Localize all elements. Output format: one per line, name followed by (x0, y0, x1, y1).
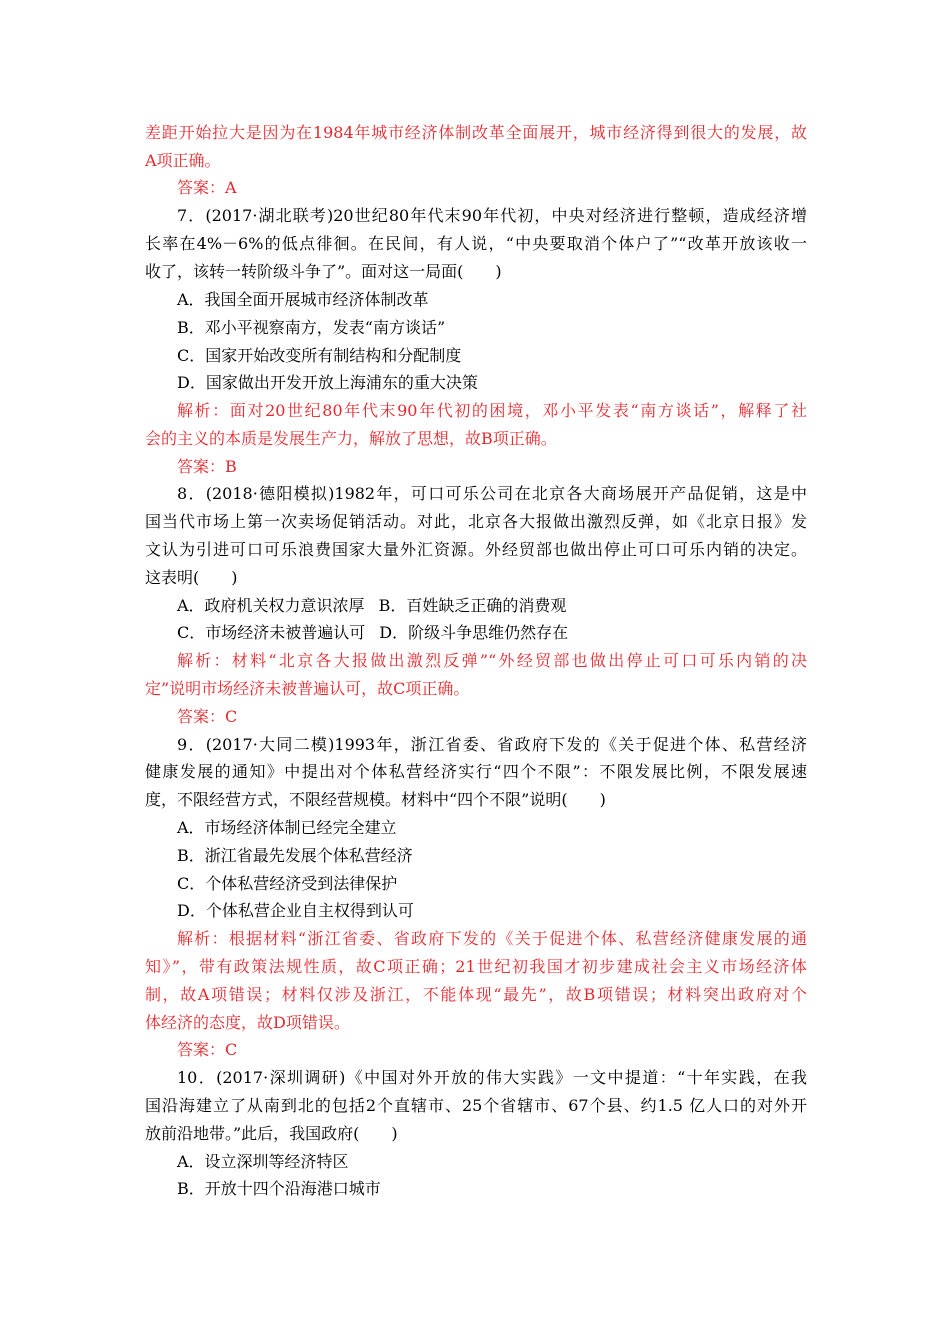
q10-stem-line-3: 放前沿地带。”此后，我国政府( ) (145, 1124, 398, 1143)
q7-analysis-line-1: 解析：面对20世纪80年代末90年代初的困境，邓小平发表“南方谈话”，解释了社 (177, 401, 807, 420)
q9-analysis-line-2: 知》”，带有政策法规性质，故C项正确；21世纪初我国才初步建成社会主义市场经济体 (145, 957, 807, 976)
q8-options-row-2 (177, 623, 568, 643)
q8-option-c: C．市场经济未被普遍认可 (177, 623, 366, 642)
q7-answer: 答案：B (177, 457, 237, 476)
q9-stem-line-1: 9．(2017·大同二模)1993年，浙江省委、省政府下发的《关于促进个体、私营经济 (177, 735, 807, 754)
q8-option-d: D．阶级斗争思维仍然存在 (379, 623, 569, 642)
q7-option-b: B．邓小平视察南方，发表“南方谈话” (177, 318, 446, 337)
q9-analysis-line-4: 体经济的态度，故D项错误。 (145, 1013, 350, 1032)
q10-option-a: A．设立深圳等经济特区 (177, 1152, 349, 1171)
q8-stem-line-1: 8．(2018·德阳模拟)1982年，可口可乐公司在北京各大商场展开产品促销，这是中 (177, 484, 807, 503)
q6-analysis-line-1: 差距开始拉大是因为在1984年城市经济体制改革全面展开，城市经济得到很大的发展，故 (145, 123, 807, 142)
q7-option-d: D．国家做出开发开放上海浦东的重大决策 (177, 373, 478, 392)
q8-option-a: A．政府机关权力意识浓厚 (177, 596, 365, 615)
q7-stem-line-3: 收了，该转一转阶级斗争了”。面对这一局面( ) (145, 262, 502, 281)
q6-analysis-line-2: A项正确。 (145, 151, 221, 170)
q8-analysis-line-1: 解析：材料“北京各大报做出激烈反弹”“外经贸部也做出停止可口可乐内销的决 (177, 651, 807, 670)
q10-stem-line-2: 国沿海建立了从南到北的包括2个直辖市、25个省辖市、67个县、约1.5 亿人口的对外开 (145, 1096, 807, 1115)
q7-option-c: C．国家开始改变所有制结构和分配制度 (177, 346, 462, 365)
q9-option-d: D．个体私营企业自主权得到认可 (177, 901, 414, 920)
q9-stem-line-2: 健康发展的通知》中提出对个体私营经济实行“四个不限”：不限发展比例，不限发展速 (145, 762, 807, 781)
q8-option-b: B．百姓缺乏正确的消费观 (378, 596, 567, 615)
q9-stem-line-3: 度，不限经营方式，不限经营规模。材料中“四个不限”说明( ) (145, 790, 606, 809)
q8-answer: 答案：C (177, 707, 238, 726)
q8-stem-line-3: 文认为引进可口可乐浪费国家大量外汇资源。外经贸部也做出停止可口可乐内销的决定。 (145, 540, 807, 559)
q8-options-row-1 (177, 596, 566, 616)
q9-option-c: C．个体私营经济受到法律保护 (177, 874, 398, 893)
q8-stem-line-4: 这表明( ) (145, 568, 238, 587)
q8-stem-line-2: 国当代市场上第一次卖场促销活动。对此，北京各大报做出激烈反弹，如《北京日报》发 (145, 512, 807, 531)
q8-analysis-line-2: 定”说明市场经济未被普遍认可，故C项正确。 (145, 679, 470, 698)
q7-stem-line-1: 7．(2017·湖北联考)20世纪80年代末90年代初，中央对经济进行整顿，造成经济增 (177, 206, 807, 225)
q9-option-a: A．市场经济体制已经完全建立 (177, 818, 397, 837)
q9-analysis-line-1: 解析：根据材料“浙江省委、省政府下发的《关于促进个体、私营经济健康发展的通 (177, 929, 807, 948)
q9-answer: 答案：C (177, 1040, 238, 1059)
q7-option-a: A．我国全面开展城市经济体制改革 (177, 290, 429, 309)
q9-option-b: B．浙江省最先发展个体私营经济 (177, 846, 413, 865)
q9-analysis-line-3: 制，故A项错误；材料仅涉及浙江，不能体现“最先”，故B项错误；材料突出政府对个 (145, 985, 807, 1004)
q10-option-b: B．开放十四个沿海港口城市 (177, 1179, 381, 1198)
q6-answer: 答案：A (177, 178, 237, 197)
q7-stem-line-2: 长率在4%－6%的低点徘徊。在民间，有人说，“中央要取消个体户了”“改革开放该收一 (145, 234, 807, 253)
q10-stem-line-1: 10．(2017·深圳调研)《中国对外开放的伟大实践》一文中提道：“十年实践，在我 (177, 1068, 807, 1087)
q7-analysis-line-2: 会的主义的本质是发展生产力，解放了思想，故B项正确。 (145, 429, 557, 448)
